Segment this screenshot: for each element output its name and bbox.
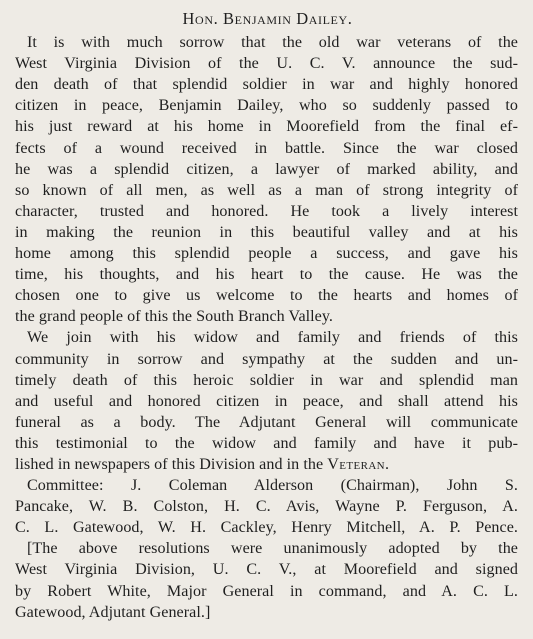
obituary-paragraph [15, 32, 518, 327]
text-line: community in sorrow and sympathy at the sudden and un- [15, 350, 518, 368]
text-fragment: lished in newspapers of this Division and in the [15, 455, 328, 473]
text-line: It is with much sorrow that the old war veterans of the [27, 34, 518, 52]
text-line: his just reward at his home in Moorefield from the final ef- [15, 118, 518, 136]
text-line: [The above resolutions were unanimously adopted by the [27, 540, 518, 558]
text-line: Gatewood, Adjutant General.] [15, 603, 211, 621]
text-line: funeral as a body. The Adjutant General will communicate [15, 413, 518, 431]
text-line: this testimonial to the widow and family and have it pub- [15, 434, 518, 452]
text-line: citizen in peace, Benjamin Dailey, who so suddenly passed to [15, 97, 518, 115]
veteran-smallcaps: Veteran [327, 455, 386, 473]
text-line: he was a splendid citizen, a lawyer of marked ability, and [15, 160, 518, 178]
article-heading: Hon. Benjamin Dailey. [182, 9, 353, 28]
text-line: time, his thoughts, and his heart to the cause. He was the [15, 266, 518, 284]
text-line: character, trusted and honored. He took a lively interest [15, 202, 518, 220]
text-line: We join with his widow and family and friends of this [27, 329, 518, 347]
text-line: by Robert White, Major General in command, and A. C. L. [15, 582, 518, 600]
text-fragment: . [385, 455, 390, 473]
text-line: and useful and honored citizen in peace, and shall attend his [15, 392, 518, 410]
resolution-paragraph [15, 327, 518, 475]
text-line: fects of a wound received in battle. Since the war closed [15, 139, 518, 157]
text-line: in making the reunion in this beautiful valley and at his [15, 223, 518, 241]
text-line: Pancake, W. B. Colston, H. C. Avis, Wayne P. Ferguson, A. [15, 498, 518, 516]
text-line [15, 454, 518, 475]
text-line: Committee: J. Coleman Alderson (Chairman), John S. [27, 477, 518, 495]
text-line: West Virginia Division, U. C. V., at Moorefield and signed [15, 561, 518, 579]
text-line: so known of all men, as well as a man of strong integrity of [15, 181, 518, 199]
text-line: the grand people of this the South Branch Valley. [15, 308, 333, 326]
note-paragraph [15, 538, 518, 622]
text-line: C. L. Gatewood, W. H. Cackley, Henry Mitchell, A. P. Pence. [15, 519, 518, 537]
committee-paragraph [15, 475, 518, 538]
text-line: den death of that splendid soldier in war and highly honored [15, 76, 518, 94]
text-line: timely death of this heroic soldier in war and splendid man [15, 371, 518, 389]
text-line: West Virginia Division of the U. C. V. announce the sud- [15, 55, 518, 73]
document-page [15, 8, 518, 623]
text-line: home among this splendid people a success, and gave his [15, 245, 518, 263]
text-line: chosen one to give us welcome to the hearts and homes of [15, 287, 518, 305]
